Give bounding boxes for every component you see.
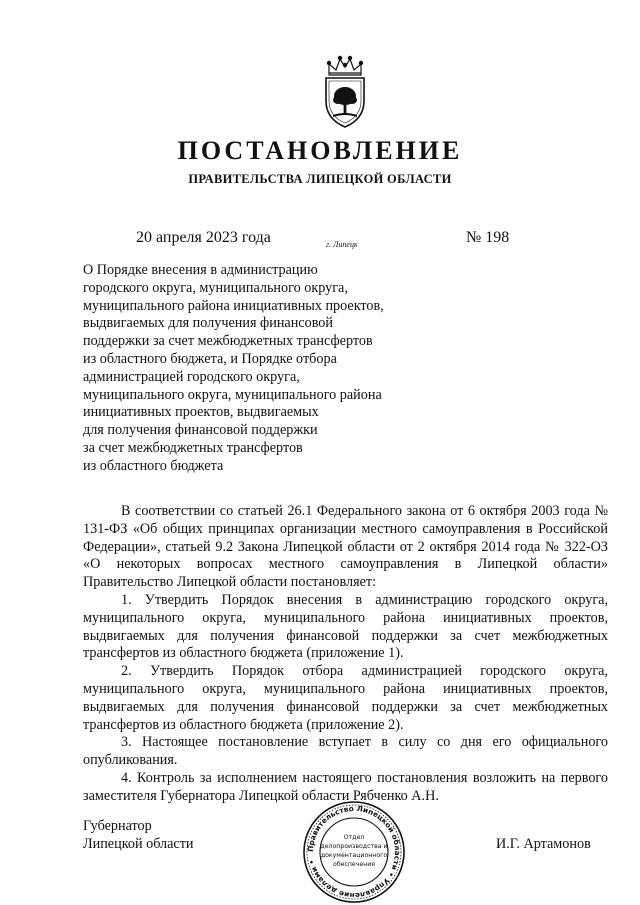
subject-line: муниципального района инициативных проектов, [83, 297, 384, 314]
document-title: ПОСТАНОВЛЕНИЕ [177, 136, 463, 165]
document-date: 20 апреля 2023 года [136, 229, 271, 246]
subject-line: О Порядке внесения в администрацию [83, 262, 318, 278]
signatory-name: И.Г. Артамонов [496, 836, 591, 852]
document-place: г. Липецк [326, 240, 358, 249]
stamp-center-text: документационного [320, 852, 388, 859]
subject-line: из областного бюджета, и Порядке отбора [83, 350, 337, 367]
subject-line: из областного бюджета [83, 457, 224, 474]
document-subject [83, 262, 423, 476]
stamp-center-text: делопроизводства и [320, 843, 388, 850]
stamp-center-text: обеспечения [333, 861, 375, 868]
signatory-title-line: Липецкой области [83, 835, 194, 852]
subject-line: за счет межбюджетных трансфертов [83, 439, 303, 456]
subject-line: администрацией городского округа, [83, 368, 300, 385]
subject-line: для получения финансовой поддержки [83, 422, 318, 439]
subject-line: инициативных проектов, выдвигаемых [83, 404, 319, 421]
document-body [83, 503, 608, 806]
signatory-title [83, 818, 194, 854]
stamp-center-text: Отдел [343, 834, 365, 841]
signatory-title-line: Губернатор [83, 818, 152, 834]
stamp-ring-text: Правительство Липецкой области • Управление делами • [305, 803, 403, 901]
subject-line: городского округа, муниципального округа, [83, 279, 348, 296]
subject-line: поддержки за счет межбюджетных трансфертов [83, 333, 373, 350]
issuer-name: ПРАВИТЕЛЬСТВА ЛИПЕЦКОЙ ОБЛАСТИ [188, 172, 452, 186]
preamble-paragraph: В соответствии со статьей 26.1 Федерального закона от 6 октября 2003 года № 131-ФЗ «Об общих принципах организации местного самоуправления в Российской Федерации», статьей 9.2 Закона Липецкой области от 2 октября 2014 года № 322-ОЗ «О некоторых вопросах местного самоуправления в Липецкой области» Правительство Липецкой области постановляет: [83, 503, 608, 591]
coat-of-arms-icon [319, 55, 371, 129]
clause-paragraph: 2. Утвердить Порядок отбора администрацией городского округа, муниципального округа, муниципального района инициативных проектов, выдвигаемых для получения финансовой поддержки за счет межбюджетных трансфертов из областного бюджета (приложение 2). [83, 663, 608, 733]
document-number: № 198 [466, 229, 510, 246]
clause-paragraph: 3. Настоящее постановление вступает в силу со дня его официального опубликования. [83, 734, 608, 769]
official-stamp [298, 800, 410, 904]
subject-line: выдвигаемых для получения финансовой [83, 315, 333, 332]
clause-paragraph: 4. Контроль за исполнением настоящего постановления возложить на первого заместителя Губернатора Липецкой области Рябченко А.Н. [83, 769, 608, 804]
subject-line: муниципального округа, муниципального района [83, 386, 382, 403]
clause-paragraph: 1. Утвердить Порядок внесения в администрацию городского округа, муниципального округа, муниципального района инициативных проектов, выдвигаемых для получения финансовой поддержки за счет межбюджетных трансфертов из областного бюджета (приложение 1). [83, 591, 608, 662]
